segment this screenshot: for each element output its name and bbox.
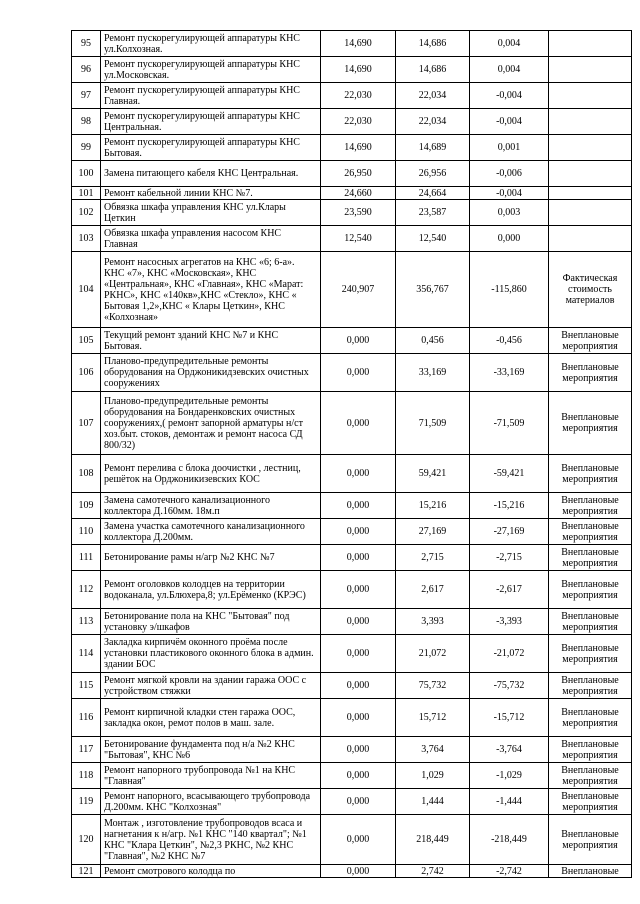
row-number: 115 (72, 673, 101, 699)
difference-value: 0,000 (470, 226, 549, 252)
row-number: 116 (72, 699, 101, 737)
note: Внеплановые мероприятия (549, 571, 632, 609)
work-description: Замена питающего кабеля КНС Центральная. (101, 161, 321, 187)
row-number: 120 (72, 815, 101, 865)
difference-value: -2,715 (470, 545, 549, 571)
row-number: 101 (72, 187, 101, 200)
row-number: 104 (72, 252, 101, 328)
planned-value: 0,000 (321, 815, 396, 865)
planned-value: 0,000 (321, 354, 396, 392)
planned-value: 0,000 (321, 545, 396, 571)
actual-value: 356,767 (396, 252, 470, 328)
table-row (72, 493, 632, 519)
difference-value: -0,006 (470, 161, 549, 187)
row-number: 113 (72, 609, 101, 635)
planned-value: 0,000 (321, 763, 396, 789)
planned-value: 0,000 (321, 789, 396, 815)
difference-value: -218,449 (470, 815, 549, 865)
planned-value: 0,000 (321, 493, 396, 519)
actual-value: 3,764 (396, 737, 470, 763)
planned-value: 0,000 (321, 392, 396, 455)
row-number: 118 (72, 763, 101, 789)
table-row (72, 187, 632, 200)
work-description: Ремонт пускорегулирующей аппаратуры КНС ул.Московская. (101, 57, 321, 83)
planned-value: 26,950 (321, 161, 396, 187)
difference-value: 0,003 (470, 200, 549, 226)
work-description: Текущий ремонт зданий КНС №7 и КНС Бытовая. (101, 328, 321, 354)
difference-value: -75,732 (470, 673, 549, 699)
row-number: 99 (72, 135, 101, 161)
note: Внеплановые мероприятия (549, 789, 632, 815)
actual-value: 15,712 (396, 699, 470, 737)
actual-value: 14,686 (396, 31, 470, 57)
work-description: Замена самотечного канализационного коллектора Д.160мм. 18м.п (101, 493, 321, 519)
table-row (72, 571, 632, 609)
planned-value: 240,907 (321, 252, 396, 328)
note: Внеплановые мероприятия (549, 392, 632, 455)
note (549, 161, 632, 187)
table-row (72, 109, 632, 135)
difference-value: -27,169 (470, 519, 549, 545)
actual-value: 24,664 (396, 187, 470, 200)
table-row (72, 328, 632, 354)
row-number: 100 (72, 161, 101, 187)
row-number: 111 (72, 545, 101, 571)
actual-value: 21,072 (396, 635, 470, 673)
planned-value: 0,000 (321, 737, 396, 763)
note: Внеплановые мероприятия (549, 354, 632, 392)
note (549, 31, 632, 57)
planned-value: 0,000 (321, 455, 396, 493)
work-description: Ремонт напорного, всасывающего трубопровода Д.200мм. КНС "Колхозная" (101, 789, 321, 815)
planned-value: 24,660 (321, 187, 396, 200)
table-row (72, 31, 632, 57)
row-number: 98 (72, 109, 101, 135)
work-description: Ремонт кирпичной кладки стен гаража ООС, закладка окон, ремот полов в маш. зале. (101, 699, 321, 737)
table-body (72, 31, 632, 878)
actual-value: 71,509 (396, 392, 470, 455)
planned-value: 0,000 (321, 519, 396, 545)
table-row (72, 252, 632, 328)
actual-value: 75,732 (396, 673, 470, 699)
work-description: Закладка кирпичём оконного проёма после установки пластикового оконного блока в админ. здании БОС (101, 635, 321, 673)
actual-value: 22,034 (396, 83, 470, 109)
table-row (72, 354, 632, 392)
actual-value: 3,393 (396, 609, 470, 635)
expenditure-table (71, 30, 632, 878)
row-number: 103 (72, 226, 101, 252)
actual-value: 14,686 (396, 57, 470, 83)
row-number: 95 (72, 31, 101, 57)
actual-value: 27,169 (396, 519, 470, 545)
work-description: Ремонт мягкой кровли на здании гаража ООС с устройством стяжки (101, 673, 321, 699)
work-description: Замена участка самотечного канализационного коллектора Д.200мм. (101, 519, 321, 545)
difference-value: -15,216 (470, 493, 549, 519)
note: Внеплановые мероприятия (549, 328, 632, 354)
row-number: 105 (72, 328, 101, 354)
difference-value: -0,004 (470, 109, 549, 135)
actual-value: 14,689 (396, 135, 470, 161)
planned-value: 0,000 (321, 635, 396, 673)
row-number: 107 (72, 392, 101, 455)
actual-value: 23,587 (396, 200, 470, 226)
table-row (72, 226, 632, 252)
table-row (72, 392, 632, 455)
row-number: 102 (72, 200, 101, 226)
difference-value: -0,456 (470, 328, 549, 354)
row-number: 114 (72, 635, 101, 673)
note: Внеплановые мероприятия (549, 519, 632, 545)
table-row (72, 789, 632, 815)
actual-value: 2,617 (396, 571, 470, 609)
actual-value: 22,034 (396, 109, 470, 135)
work-description: Ремонт смотрового колодца по (101, 865, 321, 878)
work-description: Ремонт кабельной линии КНС №7. (101, 187, 321, 200)
difference-value: 0,004 (470, 31, 549, 57)
actual-value: 33,169 (396, 354, 470, 392)
difference-value: 0,004 (470, 57, 549, 83)
actual-value: 1,029 (396, 763, 470, 789)
actual-value: 2,742 (396, 865, 470, 878)
actual-value: 0,456 (396, 328, 470, 354)
work-description: Ремонт напорного трубопровода №1 на КНС "Главная" (101, 763, 321, 789)
work-description: Ремонт насосных агрегатов на КНС «6; 6-а». КНС «7», КНС «Московская», КНС «Центральная», КНС «Главная», КНС «Марат: РКНС», КНС «140кв»,КНС «Стекло», КНС « Бытовая 1,2»,КНС « Клары Цеткин», КНС «Колхозная» (101, 252, 321, 328)
difference-value: -33,169 (470, 354, 549, 392)
planned-value: 0,000 (321, 328, 396, 354)
actual-value: 2,715 (396, 545, 470, 571)
planned-value: 22,030 (321, 83, 396, 109)
difference-value: -3,764 (470, 737, 549, 763)
difference-value: -3,393 (470, 609, 549, 635)
table-row (72, 673, 632, 699)
work-description: Ремонт пускорегулирующей аппаратуры КНС Главная. (101, 83, 321, 109)
difference-value: -15,712 (470, 699, 549, 737)
difference-value: -1,444 (470, 789, 549, 815)
planned-value: 14,690 (321, 57, 396, 83)
actual-value: 26,956 (396, 161, 470, 187)
planned-value: 22,030 (321, 109, 396, 135)
difference-value: -0,004 (470, 187, 549, 200)
planned-value: 0,000 (321, 699, 396, 737)
planned-value: 12,540 (321, 226, 396, 252)
note (549, 57, 632, 83)
note: Внеплановые мероприятия (549, 609, 632, 635)
work-description: Бетонирование рамы н/агр №2 КНС №7 (101, 545, 321, 571)
note: Внеплановые мероприятия (549, 699, 632, 737)
difference-value: -1,029 (470, 763, 549, 789)
note: Внеплановые мероприятия (549, 635, 632, 673)
work-description: Монтаж , изготовление трубопроводов всаса и нагнетания к н/агр. №1 КНС "140 квартал"; №1 КНС "Клара Цеткин", №2,3 РКНС, №2 КНС "Главная", №2 КНС №7 (101, 815, 321, 865)
note: Внеплановые (549, 865, 632, 878)
table-row (72, 635, 632, 673)
planned-value: 14,690 (321, 135, 396, 161)
note (549, 200, 632, 226)
work-description: Ремонт пускорегулирующей аппаратуры КНС ул.Колхозная. (101, 31, 321, 57)
row-number: 119 (72, 789, 101, 815)
work-description: Обвязка шкафа управления насосом КНС Главная (101, 226, 321, 252)
difference-value: -59,421 (470, 455, 549, 493)
row-number: 110 (72, 519, 101, 545)
note (549, 135, 632, 161)
difference-value: -71,509 (470, 392, 549, 455)
note: Внеплановые мероприятия (549, 763, 632, 789)
actual-value: 15,216 (396, 493, 470, 519)
work-description: Ремонт пускорегулирующей аппаратуры КНС Бытовая. (101, 135, 321, 161)
work-description: Ремонт оголовков колодцев на территории водоканала, ул.Блюхера,8; ул.Ерёменко (КРЭС) (101, 571, 321, 609)
difference-value: 0,001 (470, 135, 549, 161)
actual-value: 1,444 (396, 789, 470, 815)
difference-value: -2,742 (470, 865, 549, 878)
actual-value: 59,421 (396, 455, 470, 493)
row-number: 96 (72, 57, 101, 83)
planned-value: 0,000 (321, 609, 396, 635)
note: Фактическая стоимость материалов (549, 252, 632, 328)
row-number: 112 (72, 571, 101, 609)
note: Внеплановые мероприятия (549, 455, 632, 493)
planned-value: 0,000 (321, 865, 396, 878)
difference-value: -21,072 (470, 635, 549, 673)
work-description: Бетонирование фундамента под н/а №2 КНС "Бытовая", КНС №6 (101, 737, 321, 763)
work-description: Ремонт перелива с блока доочистки , лестниц, решёток на Орджоникизевских КОС (101, 455, 321, 493)
row-number: 117 (72, 737, 101, 763)
work-description: Планово-предупредительные ремонты оборудования на Орджоникидзевских очистных сооружениях (101, 354, 321, 392)
work-description: Обвязка шкафа управления КНС ул.Клары Цеткин (101, 200, 321, 226)
note: Внеплановые мероприятия (549, 737, 632, 763)
work-description: Ремонт пускорегулирующей аппаратуры КНС Центральная. (101, 109, 321, 135)
row-number: 108 (72, 455, 101, 493)
note (549, 109, 632, 135)
note (549, 226, 632, 252)
note (549, 187, 632, 200)
row-number: 121 (72, 865, 101, 878)
row-number: 97 (72, 83, 101, 109)
table-row (72, 763, 632, 789)
note: Внеплановые мероприятия (549, 673, 632, 699)
difference-value: -2,617 (470, 571, 549, 609)
work-description: Бетонирование пола на КНС "Бытовая" под установку э/шкафов (101, 609, 321, 635)
note: Внеплановые мероприятия (549, 545, 632, 571)
table-row (72, 815, 632, 865)
table-row (72, 519, 632, 545)
table-row (72, 609, 632, 635)
actual-value: 12,540 (396, 226, 470, 252)
table-row (72, 200, 632, 226)
table-row (72, 737, 632, 763)
table-row (72, 455, 632, 493)
planned-value: 23,590 (321, 200, 396, 226)
note (549, 83, 632, 109)
difference-value: -115,860 (470, 252, 549, 328)
planned-value: 0,000 (321, 571, 396, 609)
planned-value: 14,690 (321, 31, 396, 57)
actual-value: 218,449 (396, 815, 470, 865)
work-description: Планово-предупредительные ремонты оборудования на Бондаренковских очистных сооружениях,( ремонт запорной арматуры н/ст хоз.быт. стоков, демонтаж и ремонт насоса СД 800/32) (101, 392, 321, 455)
row-number: 106 (72, 354, 101, 392)
table-row (72, 865, 632, 878)
table-row (72, 57, 632, 83)
table-row (72, 161, 632, 187)
table-row (72, 699, 632, 737)
table-row (72, 83, 632, 109)
difference-value: -0,004 (470, 83, 549, 109)
note: Внеплановые мероприятия (549, 815, 632, 865)
planned-value: 0,000 (321, 673, 396, 699)
row-number: 109 (72, 493, 101, 519)
table-row (72, 545, 632, 571)
note: Внеплановые мероприятия (549, 493, 632, 519)
table-row (72, 135, 632, 161)
